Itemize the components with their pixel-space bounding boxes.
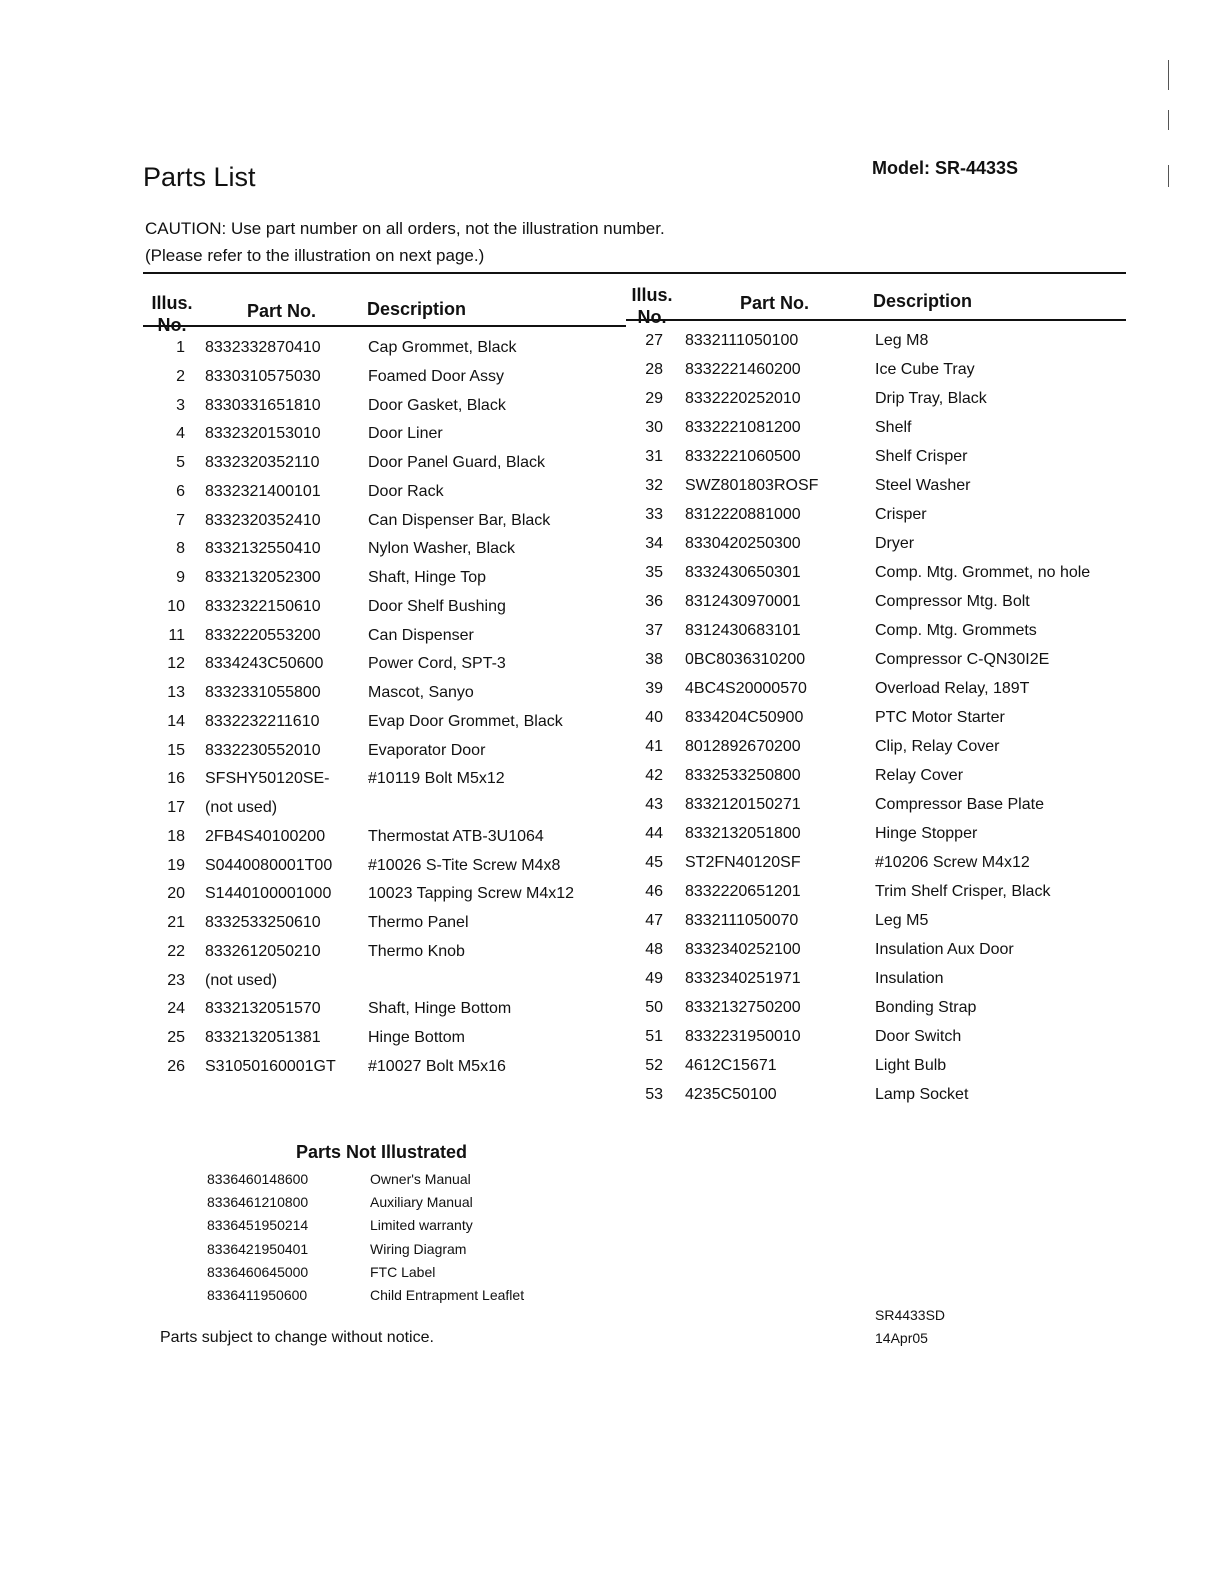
illus-number: 52: [645, 1057, 663, 1074]
part-description: Trim Shelf Crisper, Black: [875, 883, 1051, 900]
illus-number: 15: [167, 741, 185, 759]
part-number: 8332221060500: [685, 448, 801, 465]
table-row: [0, 796, 1224, 825]
part-description: Shelf Crisper: [875, 448, 968, 465]
illus-number: 49: [645, 970, 663, 987]
table-row: [0, 970, 1224, 999]
illus-number: 31: [645, 448, 663, 465]
illus-number: 18: [167, 827, 185, 845]
table-row: [0, 390, 1224, 419]
illus-number: 21: [167, 914, 185, 931]
illus-number: 22: [167, 942, 185, 960]
illus-number: 46: [645, 883, 663, 900]
part-number: 8336451950214: [207, 1217, 309, 1234]
part-description: Can Dispenser Bar, Black: [368, 511, 551, 529]
caution-line-1: CAUTION: Use part number on all orders, not the illustration number.: [145, 219, 665, 238]
illus-number: 6: [176, 482, 185, 500]
table-row: [0, 738, 1224, 767]
illus-number: 16: [167, 770, 185, 788]
part-number: 8332132051570: [205, 1000, 321, 1018]
part-description: #10206 Screw M4x12: [875, 854, 1030, 871]
part-description: Lamp Socket: [875, 1086, 969, 1103]
left-illus-header: [147, 292, 197, 336]
part-number: 8330331651810: [205, 396, 321, 414]
part-description: Shaft, Hinge Bottom: [368, 1000, 512, 1018]
illus-number: 12: [167, 655, 185, 673]
part-description: PTC Motor Starter: [875, 709, 1005, 726]
part-number: 8312430683101: [685, 622, 801, 639]
part-number: 8332320352110: [205, 454, 320, 471]
table-row: [0, 506, 1224, 535]
illus-number: 36: [645, 593, 663, 610]
table-row: [0, 1028, 1224, 1057]
scan-mark: [1168, 165, 1169, 187]
illus-number: 24: [167, 1000, 185, 1018]
part-description: Thermo Knob: [368, 942, 465, 960]
illus-number: 23: [167, 971, 185, 989]
left-part-no-header: Part No.: [247, 301, 317, 321]
scan-mark: [1168, 60, 1169, 90]
part-description: Wiring Diagram: [370, 1240, 467, 1257]
part-description: 10023 Tapping Screw M4x12: [368, 885, 575, 903]
model-number: Model: SR-4433S: [872, 158, 1019, 178]
illus-number: 28: [645, 361, 663, 378]
illus-number: 37: [645, 622, 663, 639]
part-number: 8332111050100: [685, 332, 799, 349]
part-number: 8332533250800: [685, 767, 801, 784]
part-description: Power Cord, SPT-3: [368, 655, 506, 673]
table-row: [0, 680, 1224, 709]
illus-number: 35: [645, 564, 663, 581]
part-description: Door Rack: [368, 482, 444, 500]
part-description: Leg M5: [875, 912, 929, 929]
part-description: Dryer: [875, 535, 915, 552]
table-row: [0, 883, 1224, 912]
part-number: 8334204C50900: [685, 709, 804, 726]
part-description: Evap Door Grommet, Black: [368, 712, 563, 730]
part-description: Light Bulb: [875, 1057, 947, 1074]
part-number: 4612C15671: [685, 1057, 777, 1074]
part-number: 8312430970001: [685, 593, 801, 610]
part-number: 8332332870410: [205, 339, 321, 356]
illus-number: 40: [645, 709, 663, 726]
list-item: [0, 1241, 1224, 1264]
part-number: 8336421950401: [207, 1240, 309, 1257]
part-description: Compressor C-QN30I2E: [875, 651, 1050, 668]
part-description: Bonding Strap: [875, 999, 977, 1016]
part-description: Crisper: [875, 506, 927, 523]
illus-number: 30: [645, 419, 663, 436]
part-description: Ice Cube Tray: [875, 361, 975, 378]
table-row: [0, 448, 1224, 477]
table-row: [0, 361, 1224, 390]
part-description: Leg M8: [875, 332, 929, 349]
part-number: 0BC8036310200: [685, 651, 806, 668]
part-number: 8330420250300: [685, 535, 801, 552]
part-number: 8336460645000: [207, 1263, 309, 1280]
illus-number: 4: [176, 425, 185, 443]
part-number: 8332111050070: [685, 912, 799, 929]
table-header-rule-left: [143, 325, 626, 327]
illus-number: 45: [645, 854, 663, 871]
part-description: Cap Grommet, Black: [368, 339, 517, 356]
right-part-no-header: Part No.: [740, 293, 810, 313]
part-description: Can Dispenser: [368, 626, 474, 644]
table-row: [0, 854, 1224, 883]
part-description: Shaft, Hinge Top: [368, 569, 487, 586]
page-title: Parts List: [143, 162, 256, 192]
illus-number: 14: [167, 712, 185, 730]
part-description: Auxiliary Manual: [370, 1194, 473, 1211]
table-row: [0, 767, 1224, 796]
table-row: [0, 941, 1224, 970]
part-number: 8332612050210: [205, 942, 321, 960]
table-row: [0, 535, 1224, 564]
illus-number: 34: [645, 535, 663, 552]
part-number: 8332132550410: [205, 540, 321, 558]
illus-number: 47: [645, 912, 663, 929]
part-number: 8332132051800: [685, 825, 801, 842]
part-number: 8332120150271: [685, 796, 801, 813]
part-number: 8336411950600: [207, 1287, 308, 1303]
part-number: 8332232211610: [205, 712, 320, 730]
part-number: 8336461210800: [207, 1194, 309, 1211]
illus-number: 51: [645, 1028, 663, 1045]
illus-number: 44: [645, 825, 663, 842]
part-description: Comp. Mtg. Grommets: [875, 622, 1037, 639]
document-id-block: [875, 1304, 945, 1350]
part-number: 8332132052300: [205, 569, 321, 586]
illus-number: 9: [176, 569, 185, 586]
part-number: 4235C50100: [685, 1086, 777, 1103]
illus-number: 20: [167, 885, 185, 903]
part-number: 8332220553200: [205, 626, 321, 644]
caution-line-2: (Please refer to the illustration on next page.): [145, 246, 485, 265]
part-number: SWZ801803ROSF: [685, 477, 819, 494]
list-item: [0, 1217, 1224, 1240]
part-description: Relay Cover: [875, 767, 964, 784]
part-description: Shelf: [875, 419, 912, 436]
part-description: Door Liner: [368, 425, 443, 443]
part-description: Foamed Door Assy: [368, 367, 505, 385]
illus-number: 50: [645, 999, 663, 1016]
illus-header-line-2: No.: [637, 307, 667, 327]
part-description: Insulation: [875, 970, 944, 987]
illus-number: 17: [167, 799, 185, 816]
part-number: 8332321400101: [205, 482, 321, 500]
table-row: [0, 1086, 1224, 1115]
part-number: 8332322150610: [205, 597, 321, 615]
part-description: Nylon Washer, Black: [368, 540, 516, 558]
list-item: [0, 1171, 1224, 1194]
part-number: 4BC4S20000570: [685, 680, 807, 697]
part-description: Clip, Relay Cover: [875, 738, 1000, 755]
part-description: Thermo Panel: [368, 914, 469, 931]
table-row: [0, 564, 1224, 593]
part-number: 8312220881000: [685, 506, 801, 523]
table-top-rule: [143, 272, 1126, 274]
part-number: SFSHY50120SE-: [205, 770, 330, 788]
part-number: 8332221460200: [685, 361, 801, 378]
list-item: [0, 1287, 1224, 1310]
illus-header-line-2: No.: [157, 315, 187, 335]
part-number: 8332220252010: [685, 390, 801, 407]
part-description: #10119 Bolt M5x12: [368, 770, 505, 788]
illus-number: 25: [167, 1029, 185, 1046]
part-number: 8012892670200: [685, 738, 801, 755]
part-description: Door Gasket, Black: [368, 396, 506, 414]
illus-number: 33: [645, 506, 663, 523]
part-number: 8332230552010: [205, 741, 321, 759]
illus-number: 1: [176, 339, 185, 356]
part-number: 8332132750200: [685, 999, 801, 1016]
scan-mark: [1168, 110, 1169, 130]
part-number: ST2FN40120SF: [685, 854, 801, 871]
part-number: 8330310575030: [205, 367, 321, 385]
table-row: [0, 622, 1224, 651]
part-number: 8332340252100: [685, 941, 801, 958]
part-number: 8332220651201: [685, 883, 801, 900]
part-number: (not used): [205, 799, 278, 816]
list-item: [0, 1264, 1224, 1287]
illus-number: 39: [645, 680, 663, 697]
table-row: [0, 912, 1224, 941]
part-description: Hinge Bottom: [368, 1029, 465, 1046]
table-row: [0, 1057, 1224, 1086]
part-number: 2FB4S40100200: [205, 827, 326, 845]
illus-number: 38: [645, 651, 663, 668]
illus-header-line-1: Illus.: [631, 285, 673, 305]
part-number: 8332331055800: [205, 684, 321, 701]
part-description: Child Entrapment Leaflet: [370, 1287, 525, 1303]
part-number: 8332430650301: [685, 564, 801, 581]
part-number: S31050160001GT: [205, 1057, 336, 1075]
part-number: S1440100001000: [205, 885, 332, 903]
part-description: Overload Relay, 189T: [875, 680, 1030, 697]
illus-number: 26: [167, 1057, 185, 1075]
part-number: 8336460148600: [207, 1171, 309, 1187]
illus-number: 53: [645, 1086, 663, 1103]
part-description: #10026 S-Tite Screw M4x8: [368, 856, 561, 874]
part-number: 8334243C50600: [205, 655, 324, 673]
part-description: Mascot, Sanyo: [368, 684, 474, 701]
illus-number: 5: [176, 454, 185, 471]
table-row: [0, 477, 1224, 506]
part-description: Drip Tray, Black: [875, 390, 987, 407]
part-number: S0440080001T00: [205, 856, 333, 874]
document-date: 14Apr05: [875, 1330, 928, 1346]
part-description: Evaporator Door: [368, 741, 486, 759]
table-row: [0, 651, 1224, 680]
caution-note: [145, 215, 665, 269]
table-row: [0, 593, 1224, 622]
illus-number: 27: [645, 332, 663, 349]
part-number: 8332320153010: [205, 425, 321, 443]
part-number: 8332533250610: [205, 914, 321, 931]
part-description: Door Switch: [875, 1028, 962, 1045]
table-row: [0, 419, 1224, 448]
part-number: 8332320352410: [205, 511, 321, 529]
part-number: (not used): [205, 971, 278, 989]
table-row: [0, 332, 1224, 361]
illus-number: 11: [168, 626, 185, 644]
illus-number: 19: [167, 856, 185, 874]
illus-number: 29: [645, 390, 663, 407]
change-notice: Parts subject to change without notice.: [160, 1329, 434, 1346]
illus-number: 13: [167, 684, 185, 701]
illus-number: 10: [167, 597, 185, 615]
illus-number: 43: [645, 796, 663, 813]
document-id: SR4433SD: [875, 1307, 946, 1323]
illus-number: 32: [645, 477, 663, 494]
part-number: 8332221081200: [685, 419, 801, 436]
illus-number: 42: [645, 767, 663, 784]
illus-number: 48: [645, 941, 663, 958]
part-description: FTC Label: [370, 1263, 436, 1280]
part-description: #10027 Bolt M5x16: [368, 1057, 506, 1075]
table-header-rule-right: [626, 319, 1126, 321]
table-row: [0, 709, 1224, 738]
table-row: [0, 999, 1224, 1028]
part-description: Limited warranty: [370, 1217, 473, 1234]
part-number: 8332231950010: [685, 1028, 801, 1045]
part-description: Hinge Stopper: [875, 825, 978, 842]
part-description: Comp. Mtg. Grommet, no hole: [875, 564, 1091, 581]
illus-header-line-1: Illus.: [151, 293, 193, 313]
part-description: Owner's Manual: [370, 1171, 471, 1187]
illus-number: 41: [645, 738, 663, 755]
left-description-header: Description: [367, 299, 467, 319]
list-item: [0, 1194, 1224, 1217]
illus-number: 7: [176, 511, 185, 529]
part-number: 8332340251971: [685, 970, 801, 987]
not-illustrated-title: Parts Not Illustrated: [296, 1142, 468, 1162]
table-row: [0, 825, 1224, 854]
right-illus-header: [627, 284, 677, 328]
part-description: Door Panel Guard, Black: [368, 454, 545, 471]
illus-number: 3: [176, 396, 185, 414]
part-number: 8332132051381: [205, 1029, 321, 1046]
part-description: Steel Washer: [875, 477, 971, 494]
illus-number: 2: [176, 367, 185, 385]
illus-number: 8: [176, 540, 185, 558]
part-description: Thermostat ATB-3U1064: [368, 827, 544, 845]
part-description: Compressor Base Plate: [875, 796, 1044, 813]
part-description: Compressor Mtg. Bolt: [875, 593, 1030, 610]
part-description: Door Shelf Bushing: [368, 597, 506, 615]
part-description: Insulation Aux Door: [875, 941, 1014, 958]
right-description-header: Description: [873, 291, 973, 311]
